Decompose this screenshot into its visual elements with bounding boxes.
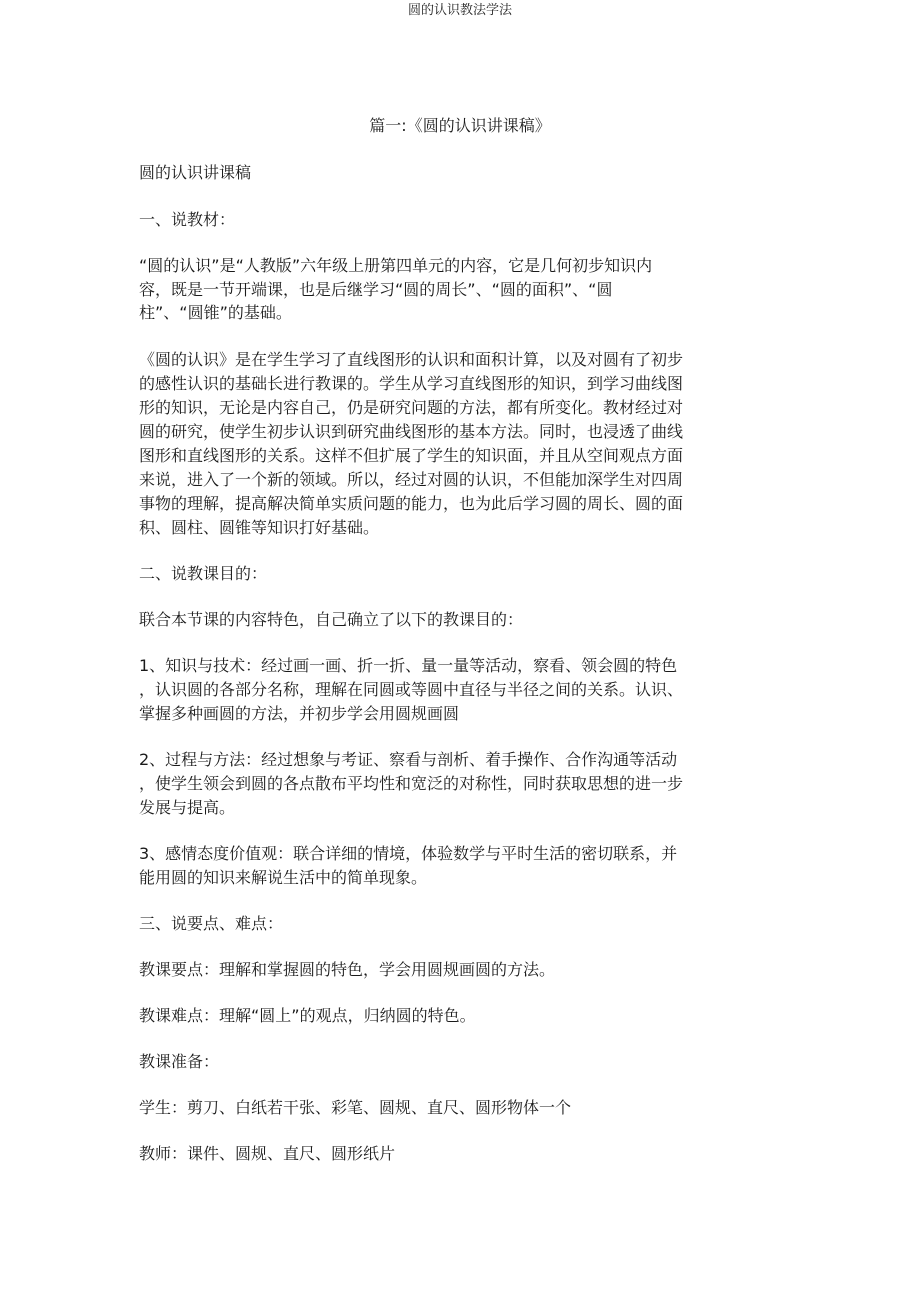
paragraph-textbook-analysis-line: 图形和直线图形的关系。这样不但扩展了学生的知识面，并且从空间观点方面 xyxy=(139,446,684,465)
document-subtitle: 圆的认识讲课稿 xyxy=(139,163,252,182)
goal-knowledge-line: ，认识圆的各部分名称，理解在同圆或等圆中直径与半径之间的关系。认识、 xyxy=(139,680,684,699)
paragraph-textbook-analysis-line: 的感性认识的基础长进行教课的。学生从学习直线图形的知识，到学习曲线图 xyxy=(139,374,684,393)
goal-process-line: ，使学生领会到圆的各点散布平均性和宽泛的对称性，同时获取思想的进一步 xyxy=(139,774,684,793)
paragraph-textbook-analysis-line: 积、圆柱、圆锥等知识打好基础。 xyxy=(139,518,380,537)
goal-process-line: 发展与提高。 xyxy=(139,798,236,817)
goal-attitude-line: 3、感情态度价值观：联合详细的情境，体验数学与平时生活的密切联系，并 xyxy=(139,844,678,863)
key-point-text: 教课要点：理解和掌握圆的特色，学会用圆规画圆的方法。 xyxy=(139,960,556,979)
paragraph-textbook-analysis-line: 《圆的认识》是在学生学习了直线图形的认识和面积计算，以及对圆有了初步 xyxy=(139,350,684,369)
paragraph-textbook-analysis-line: 圆的研究，使学生初步认识到研究曲线图形的基本方法。同时，也浸透了曲线 xyxy=(139,422,684,441)
page-header: 圆的认识教法学法 xyxy=(407,3,512,18)
document-title: 篇一:《圆的认识讲课稿》 xyxy=(369,116,551,135)
preparation-heading: 教课准备： xyxy=(139,1052,220,1071)
section-heading-objectives: 二、说教课目的： xyxy=(139,564,268,583)
section-heading-key-points: 三、说要点、难点： xyxy=(139,914,284,933)
paragraph-textbook-analysis-line: 形的知识，无论是内容自己，仍是研究问题的方法，都有所变化。教材经过对 xyxy=(139,398,684,417)
preparation-teacher: 教师：课件、圆规、直尺、圆形纸片 xyxy=(139,1144,396,1163)
section-heading-textbook: 一、说教材： xyxy=(139,210,236,229)
paragraph-textbook-intro-line: 柱”、“圆锥”的基础。 xyxy=(139,303,292,322)
goal-process-line: 2、过程与方法：经过想象与考证、察看与剖析、着手操作、合作沟通等活动 xyxy=(139,750,678,769)
paragraph-textbook-analysis-line: 事物的理解，提高解决简单实质问题的能力，也为此后学习圆的周长、圆的面 xyxy=(139,494,684,513)
preparation-students: 学生：剪刀、白纸若干张、彩笔、圆规、直尺、圆形物体一个 xyxy=(139,1098,572,1117)
goal-knowledge-line: 1、知识与技术：经过画一画、折一折、量一量等活动，察看、领会圆的特色 xyxy=(139,656,678,675)
paragraph-textbook-intro-line: 容，既是一节开端课，也是后继学习“圆的周长”、“圆的面积”、“圆 xyxy=(139,280,613,299)
paragraph-textbook-intro-line: “圆的认识”是“人教版”六年级上册第四单元的内容，它是几何初步知识内 xyxy=(139,256,653,275)
paragraph-objectives-intro: 联合本节课的内容特色，自己确立了以下的教课目的： xyxy=(139,610,524,629)
difficult-point-text: 教课难点：理解“圆上”的观点，归纳圆的特色。 xyxy=(139,1006,476,1025)
goal-knowledge-line: 掌握多种画圆的方法，并初步学会用圆规画圆 xyxy=(139,704,460,723)
paragraph-textbook-analysis-line: 来说，进入了一个新的领域。所以，经过对圆的认识，不但能加深学生对四周 xyxy=(139,470,684,489)
goal-attitude-line: 能用圆的知识来解说生活中的简单现象。 xyxy=(139,868,428,887)
